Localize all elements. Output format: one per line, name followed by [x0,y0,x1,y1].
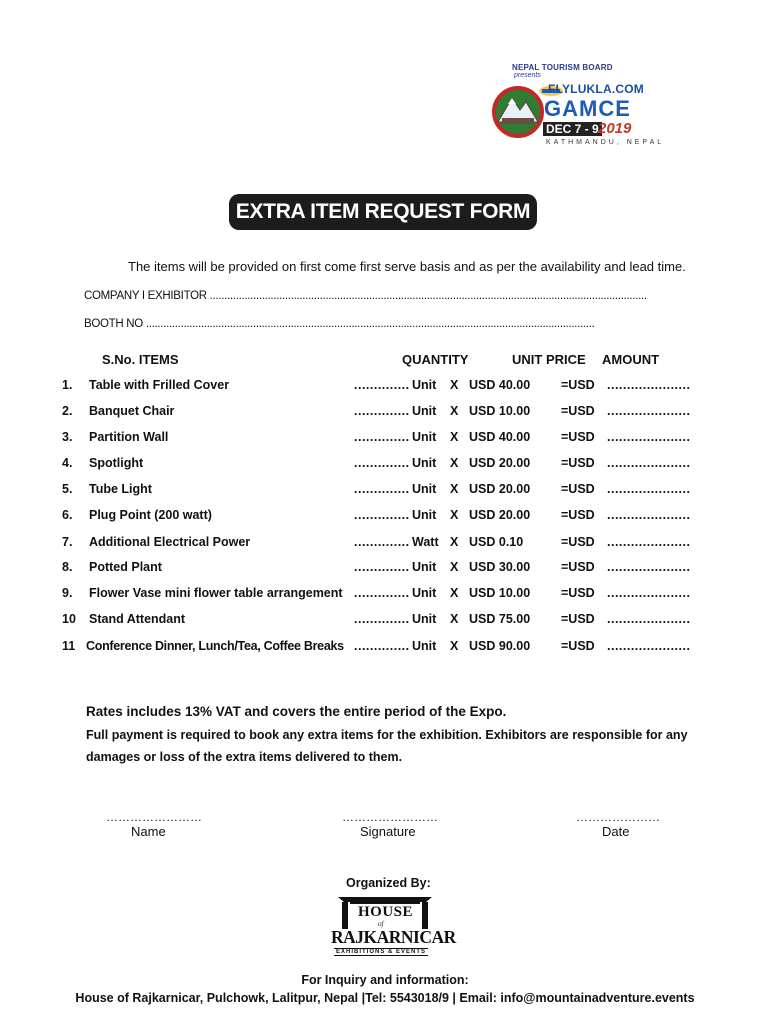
row-times: X [450,456,459,470]
payment-note-line-1: Full payment is required to book any extra items for the exhibition. Exhibitors are responsible for any [86,728,688,742]
row-item: Flower Vase mini flower table arrangement [89,586,343,600]
row-unit: Unit [412,508,437,522]
row-quantity-field[interactable]: .............. [354,430,410,444]
row-number: 6. [62,508,73,522]
logo-presents: presents [514,72,541,79]
organizer-logo [330,893,456,963]
header-unit-price: UNIT PRICE [512,352,586,367]
name-signature-line[interactable]: …………………… [106,810,202,824]
payment-note-line-2: damages or loss of the extra items delivered to them. [86,750,403,764]
row-quantity-field[interactable]: .............. [354,404,410,418]
row-quantity-field[interactable]: .............. [354,560,410,574]
row-item: Partition Wall [89,430,169,444]
row-times: X [450,508,459,522]
row-item: Spotlight [89,456,144,470]
row-price: USD 30.00 [469,560,531,574]
organizer-logo-sub: EXHIBITIONS & EVENTS [336,949,427,955]
row-equals: =USD [561,508,595,522]
row-price: USD 10.00 [469,404,531,418]
row-amount-field[interactable]: ..................... [607,639,691,653]
row-unit: Unit [412,430,437,444]
signature-line[interactable]: …………………… [342,810,438,824]
row-equals: =USD [561,612,595,626]
row-number: 7. [62,535,73,549]
row-price: USD 10.00 [469,586,531,600]
row-item: Potted Plant [89,560,162,574]
row-unit: Unit [412,586,437,600]
row-quantity-field[interactable]: .............. [354,535,410,549]
row-times: X [450,560,459,574]
row-number: 9. [62,586,73,600]
row-quantity-field[interactable]: .............. [354,612,410,626]
signature-label: Signature [360,824,416,839]
row-amount-field[interactable]: ..................... [607,456,691,470]
row-times: X [450,430,459,444]
header-amount: AMOUNT [602,352,660,367]
row-amount-field[interactable]: ..................... [607,612,691,626]
organized-by-label: Organized By: [346,876,431,890]
header-quantity: QUANTITY [402,352,469,367]
row-times: X [450,639,459,653]
row-price: USD 75.00 [469,612,531,626]
row-unit: Unit [412,639,437,653]
table-row [0,378,770,398]
row-amount-field[interactable]: ..................... [607,560,691,574]
form-intro: The items will be provided on first come first serve basis and as per the availability and lead time. [128,259,686,274]
table-row [0,430,770,450]
row-price: USD 40.00 [469,430,531,444]
row-amount-field[interactable]: ..................... [607,430,691,444]
logo-location: KATHMANDU, NEPAL [546,139,665,146]
row-number: 3. [62,430,73,444]
company-exhibitor-field[interactable]: COMPANY I EXHIBITOR ....................................................................................................................................................... [84,290,647,302]
row-unit: Unit [412,612,437,626]
row-equals: =USD [561,639,595,653]
table-row [0,508,770,528]
row-item: Additional Electrical Power [89,535,251,549]
row-equals: =USD [561,560,595,574]
row-equals: =USD [561,456,595,470]
table-row [0,586,770,606]
booth-no-field[interactable]: BOOTH NO ........................................................................................................................................................... [84,318,595,330]
row-unit: Unit [412,482,437,496]
row-quantity-field[interactable]: .............. [354,456,410,470]
table-row [0,560,770,580]
table-row [0,535,770,555]
row-amount-field[interactable]: ..................... [607,404,691,418]
row-quantity-field[interactable]: .............. [354,482,410,496]
row-equals: =USD [561,378,595,392]
row-equals: =USD [561,586,595,600]
logo-sponsor: NEPAL TOURISM BOARD [512,63,613,72]
row-price: USD 90.00 [469,639,531,653]
table-row [0,612,770,632]
row-price: USD 0.10 [469,535,524,549]
organizer-logo-of: of [378,920,384,928]
row-number: 1. [62,378,73,392]
row-times: X [450,586,459,600]
row-number: 5. [62,482,73,496]
row-quantity-field[interactable]: .............. [354,586,410,600]
row-price: USD 20.00 [469,508,531,522]
row-number: 4. [62,456,73,470]
row-number: 8. [62,560,73,574]
table-row [0,482,770,502]
row-amount-field[interactable]: ..................... [607,535,691,549]
row-number: 10 [62,612,76,626]
row-unit: Watt [412,535,439,549]
row-price: USD 40.00 [469,378,531,392]
row-unit: Unit [412,378,437,392]
row-unit: Unit [412,404,437,418]
contact-info: House of Rajkarnicar, Pulchowk, Lalitpur, Nepal |Tel: 5543018/9 | Email: info@mountainadventure.events [75,991,695,1005]
row-item: Banquet Chair [89,404,175,418]
date-label: Date [602,824,630,839]
row-equals: =USD [561,482,595,496]
date-signature-line[interactable]: ………………… [576,810,660,824]
logo-event-name: GAMCE [544,96,631,121]
row-amount-field[interactable]: ..................... [607,586,691,600]
row-item: Conference Dinner, Lunch/Tea, Coffee Breaks [86,639,344,653]
row-item: Stand Attendant [89,612,186,626]
logo-partner: FLYLUKLA.COM [548,82,644,96]
row-times: X [450,482,459,496]
row-times: X [450,612,459,626]
row-equals: =USD [561,535,595,549]
row-amount-field[interactable]: ..................... [607,482,691,496]
row-item: Plug Point (200 watt) [89,508,212,522]
row-quantity-field[interactable]: .............. [354,639,410,653]
organizer-logo-line1: HOUSE [358,904,414,920]
table-row [0,404,770,424]
table-row [0,456,770,476]
row-quantity-field[interactable]: .............. [354,508,410,522]
row-amount-field[interactable]: ..................... [607,508,691,522]
row-number: 11 [62,639,76,653]
inquiry-label: For Inquiry and information: [301,973,469,987]
event-logo [488,58,668,150]
row-quantity-field[interactable]: .............. [354,378,410,392]
row-price: USD 20.00 [469,456,531,470]
row-times: X [450,378,459,392]
row-number: 2. [62,404,73,418]
header-sno-items: S.No. ITEMS [102,352,179,367]
vat-note: Rates includes 13% VAT and covers the entire period of the Expo. [86,704,507,719]
name-label: Name [131,824,166,839]
row-times: X [450,404,459,418]
row-equals: =USD [561,430,595,444]
form-title: EXTRA ITEM REQUEST FORM [229,194,537,230]
logo-dates: DEC 7 - 9 [543,122,602,136]
table-row [0,639,770,659]
row-item: Tube Light [89,482,152,496]
row-unit: Unit [412,560,437,574]
row-equals: =USD [561,404,595,418]
row-unit: Unit [412,456,437,470]
row-amount-field[interactable]: ..................... [607,378,691,392]
organizer-logo-line2: RAJKARNICAR [331,927,456,947]
logo-year: 2019 [598,120,632,137]
row-price: USD 20.00 [469,482,531,496]
row-item: Table with Frilled Cover [89,378,230,392]
row-times: X [450,535,459,549]
